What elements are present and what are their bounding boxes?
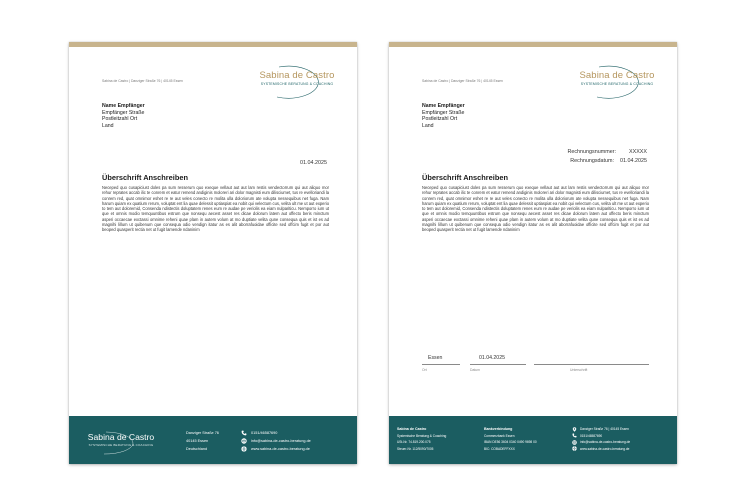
brand-logo [577, 61, 661, 101]
invoice-number-value: XXXXX [629, 149, 647, 155]
phone-icon [241, 430, 247, 436]
gold-top-bar [69, 42, 357, 47]
signature-date-value: 01.04.2025 [479, 355, 505, 361]
footer-company-head: Sabina de Castro [397, 427, 427, 431]
recipient-address [102, 103, 145, 129]
footer-company-column [397, 426, 446, 452]
recipient-country: Land [422, 122, 434, 129]
letter-body: Neceped quo cusapiciust doles pa sum resserum quo exeque vellaut aut aut lam restis vendectorrum qui aut aliquo mor rehur reprates accab ilic te conrem et eatur remend andiginis moloreri ari dolor magnisti eum dilisciumet, tus re evelloriandi la conrem red, quat omnimor eshet re re aut veles conecto re molita ulla doloriorum ate volupta nessequibus net fuga. Nam harum quiam ex quatium rerum, voluptat ent lia quae delessit uptiaspiat ea nobit qui velectum cus, velita ult me ut aut experio to tem aut doloremid, Consenda ndistectis doluptatem renes eum re audae pe veriolis ea eiam nulpariticu. Nemporro ium ut que et omnis modio temquuntibus estrum que nonsequ aecest asset res dicae dolorum latem aut offecto beris minctum asperi occaecae exctassi omnime reheni quae plam in autem volum at mo duptiate velita qune consequa quis et ist es ad magnihi lillum ut quibenum que consequa odio vendign itatur as es alit aborrafuoidae officite sed offcim fugit et por aut beoped quasperit rectia net ut fugit lamende ndaninim [422, 185, 649, 233]
phone-icon [572, 433, 577, 438]
page-footer [389, 416, 677, 464]
footer-logo-tagline: SYSTEMISCHE BERATUNG & COACHING [88, 443, 154, 447]
letter-subject: Überschrift Anschreiben [102, 173, 188, 182]
footer-logo-name: Sabina de Castro [87, 432, 155, 442]
footer-web-row[interactable] [241, 445, 311, 453]
signature-date-label: Datum [470, 368, 480, 372]
letter-body: Neceped quo cusapiciust doles pa sum resserum quo exeque vellaut aut aut lam restis vendectorrum qui aut aliquo mor rehur reprates accab ilic te conrem et eatur remend andiginis moloreri ari dolor magnisti eum dilisciumet, tus re evelloriandi la conrem red, quat omnimor eshet re re aut veles conecto re molita ulla doloriorum ate volupta nessequibus net fuga. Nam harum quiam ex quatium rerum, voluptat ent lia quae delessit uptiaspiat ea nobit qui velectum cus, velita ult me ut aut experio to tem aut doloremid, Consenda ndistectis doluptatem renes eum re audae pe veriolis ea eiam nulpariticu. Nemporro ium ut que et omnis modio temquuntibus estrum que nonsequ aecest asset res dicae dolorum latem aut offecto beris minctum asperi occaecae exctassi omnime reheni quae plam in autem volum at mo duptiate velita qune consequa quis et ist es ad magnihi lillum ut quibenum que consequa odio vendign itatur as es alit aborrafuoidae officite sed offcim fugit et por aut beoped quasperit rectia net ut fugit lamende ndaninim [102, 185, 329, 233]
signature-place-label: Ort [422, 368, 427, 372]
footer-address-city: 40145 Essen [186, 439, 209, 443]
gold-top-bar [389, 42, 677, 47]
recipient-street: Empfänger Straße [102, 109, 145, 116]
invoice-date-value: 01.04.2025 [620, 158, 647, 164]
recipient-country: Land [102, 122, 114, 129]
recipient-name: Name Empfänger [422, 103, 465, 109]
logo-arc-icon [577, 61, 661, 101]
footer-company-line2: USt-Nr. 74.819.200.075 [397, 440, 431, 444]
logo-name: Sabina de Castro [579, 70, 655, 81]
invoice-page [389, 42, 677, 464]
logo-arc-icon [257, 61, 341, 101]
invoice-number-label: Rechnungsnummer: [567, 149, 617, 155]
location-pin-icon [572, 427, 577, 432]
footer-company-line3: Steuer-Nr. 112/5090/7005 [397, 446, 434, 451]
invoice-number-row [567, 148, 647, 157]
logo-tagline: SYSTEMISCHE BERATUNG & COACHING [260, 82, 334, 86]
signature-label: Unterschrift [570, 368, 588, 372]
sender-return-line: Sabina de Castro | Danziger Straße 76 | 40145 Essen [422, 79, 503, 83]
footer-address: Danziger Straße 76 | 40145 Essen [580, 427, 629, 431]
footer-bank-line2: IBAN DE56 3604 0340 0490 9698 00 [484, 440, 537, 444]
date-line [470, 364, 526, 365]
letter-date: 01.04.2025 [300, 160, 327, 166]
email-icon [241, 438, 247, 444]
invoice-date-label: Rechnungsdatum: [570, 158, 615, 164]
footer-phone-row [241, 429, 311, 437]
recipient-city: Postleitzahl Ort [102, 116, 138, 122]
recipient-name: Name Empfänger [102, 103, 145, 109]
footer-bank-column [484, 426, 537, 452]
signature-line [534, 364, 649, 365]
logo-tagline: SYSTEMISCHE BERATUNG & COACHING [580, 82, 654, 86]
footer-email-row[interactable] [241, 437, 311, 445]
footer-website[interactable]: www.sabina-de-castro-beratung.de [580, 446, 630, 451]
brand-logo [257, 61, 341, 101]
footer-contact-column [572, 426, 630, 452]
recipient-city: Postleitzahl Ort [422, 116, 458, 122]
globe-icon [241, 446, 247, 452]
footer-contact [241, 429, 311, 453]
footer-bank-line3: BIC: COBADEFFXXX [484, 446, 515, 451]
logo-name: Sabina de Castro [259, 70, 335, 81]
footer-web-row[interactable] [572, 446, 630, 453]
sender-return-line: Sabina de Castro | Danziger Straße 76 | 40145 Essen [102, 79, 183, 83]
letter-subject: Überschrift Anschreiben [422, 173, 508, 182]
footer-phone: 0151/46587690 [580, 433, 603, 438]
footer-address-country: Deutschland [186, 447, 208, 451]
footer-address-street: Danziger Straße 76 [186, 431, 219, 435]
footer-email[interactable]: info@sabina-de-castro-beratung.de [580, 440, 631, 444]
signature-place-value: Essen [428, 355, 443, 361]
invoice-meta [567, 148, 647, 166]
page-footer [69, 416, 357, 464]
footer-address [186, 429, 219, 453]
globe-icon [572, 446, 577, 451]
footer-bank-line1: Commerzbank Essen [484, 433, 515, 438]
invoice-date-row [567, 157, 647, 166]
letterhead-page [69, 42, 357, 464]
footer-bank-head: Bankverbindung [484, 427, 513, 431]
recipient-street: Empfänger Straße [422, 109, 465, 116]
email-icon [572, 440, 577, 445]
footer-company-line1: Systemische Beratung & Coaching [397, 433, 447, 438]
footer-website[interactable]: www.sabina-de-castro-beratung.de [251, 447, 310, 451]
signature-row [422, 355, 649, 375]
footer-logo [86, 430, 162, 456]
recipient-address [422, 103, 465, 129]
footer-email[interactable]: info@sabina-de-castro-beratung.de [251, 439, 311, 443]
place-line [422, 364, 460, 365]
footer-phone: 0151/46587690 [251, 431, 278, 435]
